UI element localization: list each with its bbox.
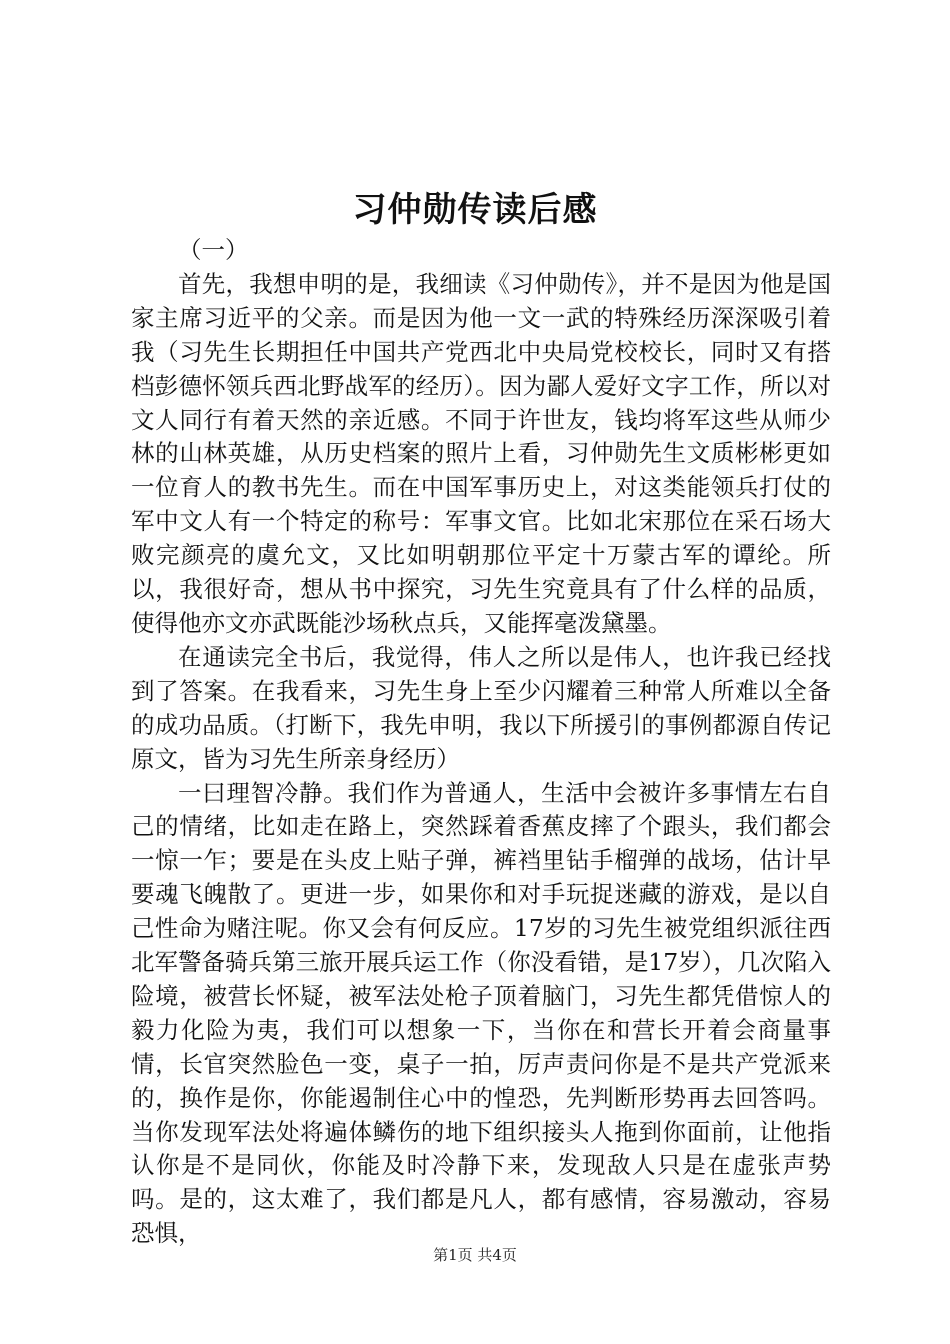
document-body [131,234,831,1251]
paragraph: 首先，我想申明的是，我细读《习仲勋传》，并不是因为他是国家主席习近平的父亲。而是因为他一文一武的特殊经历深深吸引着我（习先生长期担任中国共产党西北中央局党校校长，同时又有搭档彭德怀领兵西北野战军的经历）。因为鄙人爱好文字工作，所以对文人同行有着天然的亲近感。不同于许世友，钱均将军这些从师少林的山林英雄，从历史档案的照片上看，习仲勋先生文质彬彬更如一位育人的教书先生。而在中国军事历史上，对这类能领兵打仗的军中文人有一个特定的称号：军事文官。比如北宋那位在采石场大败完颜亮的虞允文，又比如明朝那位平定十万蒙古军的谭纶。所以，我很好奇，想从书中探究，习先生究竟具有了什么样的品质，使得他亦文亦武既能沙场秋点兵，又能挥毫泼黛墨。 [131,269,831,637]
paragraph: 一曰理智冷静。我们作为普通人，生活中会被许多事情左右自己的情绪，比如走在路上，突然踩着香蕉皮摔了个跟头，我们都会一惊一乍；要是在头皮上贴子弹，裤裆里钻手榴弹的战场，估计早要魂飞魄散了。更进一步，如果你和对手玩捉迷藏的游戏，是以自己性命为赌注呢。你又会有何反应。17岁的习先生被党组织派往西北军警备骑兵第三旅开展兵运工作（你没看错，是17岁），几次陷入险境，被营长怀疑，被军法处枪子顶着脑门，习先生都凭借惊人的毅力化险为夷，我们可以想象一下，当你在和营长开着会商量事情，长官突然脸色一变，桌子一拍，厉声责问你是不是共产党派来的，换作是你，你能遏制住心中的惶恐，先判断形势再去回答吗。当你发现军法处将遍体鳞伤的地下组织接头人拖到你面前，让他指认你是不是同伙，你能及时冷静下来，发现敌人只是在虚张声势吗。是的，这太难了，我们都是凡人，都有感情，容易激动，容易恐惧， [131,778,831,1248]
document-title: 习仲勋传读后感 [352,190,598,230]
page-number-footer: 第1页 共4页 [433,1246,517,1264]
section-heading: （一） [178,236,249,264]
paragraph: 在通读完全书后，我觉得，伟人之所以是伟人，也许我已经找到了答案。在我看来，习先生身上至少闪耀着三种常人所难以全备的成功品质。（打断下，我先申明，我以下所援引的事例都源自传记原文，皆为习先生所亲身经历） [131,642,831,773]
